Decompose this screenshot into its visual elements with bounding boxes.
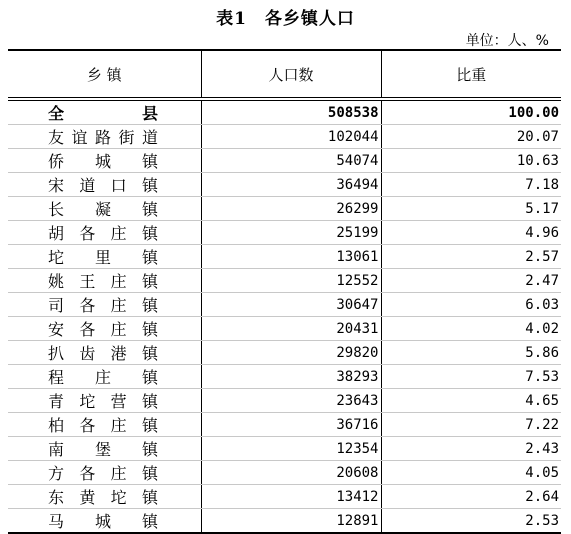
table-row-total xyxy=(8,101,561,125)
township-name-text: 东黄坨镇 xyxy=(48,488,158,507)
township-name-text: 友谊路街道 xyxy=(48,128,158,147)
township-name-text: 柏各庄镇 xyxy=(48,416,158,435)
population-value: 20431 xyxy=(201,317,381,341)
township-name xyxy=(8,365,201,389)
population-value: 30647 xyxy=(201,293,381,317)
share-value: 5.17 xyxy=(381,197,561,221)
table-row xyxy=(8,437,561,461)
header-population: 人口数 xyxy=(201,50,381,98)
township-name-text: 宋道口镇 xyxy=(48,176,158,195)
table-row xyxy=(8,317,561,341)
share-value: 7.53 xyxy=(381,365,561,389)
header-township: 乡 镇 xyxy=(8,50,201,98)
township-name-text: 长凝镇 xyxy=(48,200,158,219)
table-row xyxy=(8,149,561,173)
population-value: 26299 xyxy=(201,197,381,221)
share-value: 7.22 xyxy=(381,413,561,437)
township-name-text: 司各庄镇 xyxy=(48,296,158,315)
township-name xyxy=(8,461,201,485)
table-body xyxy=(8,101,561,534)
township-name xyxy=(8,341,201,365)
share-value: 6.03 xyxy=(381,293,561,317)
population-value: 20608 xyxy=(201,461,381,485)
share-value: 7.18 xyxy=(381,173,561,197)
population-value: 29820 xyxy=(201,341,381,365)
share-value: 2.43 xyxy=(381,437,561,461)
township-name xyxy=(8,509,201,534)
table-row xyxy=(8,125,561,149)
township-name xyxy=(8,101,201,125)
township-name xyxy=(8,221,201,245)
township-name xyxy=(8,269,201,293)
share-value: 4.65 xyxy=(381,389,561,413)
share-value: 10.63 xyxy=(381,149,561,173)
share-value: 4.05 xyxy=(381,461,561,485)
township-name xyxy=(8,485,201,509)
township-name xyxy=(8,173,201,197)
table-row xyxy=(8,461,561,485)
population-value: 38293 xyxy=(201,365,381,389)
population-value: 25199 xyxy=(201,221,381,245)
header-share: 比重 xyxy=(381,50,561,98)
township-name xyxy=(8,125,201,149)
township-name xyxy=(8,197,201,221)
population-value: 12354 xyxy=(201,437,381,461)
table-row xyxy=(8,269,561,293)
unit-label: 单位：人、% xyxy=(465,33,549,49)
township-name-text: 安各庄镇 xyxy=(48,320,158,339)
share-value: 2.47 xyxy=(381,269,561,293)
population-value: 36716 xyxy=(201,413,381,437)
township-name-text: 程庄镇 xyxy=(48,368,158,387)
share-value: 20.07 xyxy=(381,125,561,149)
population-value: 36494 xyxy=(201,173,381,197)
table-row xyxy=(8,485,561,509)
township-name xyxy=(8,149,201,173)
table-row xyxy=(8,341,561,365)
population-value: 23643 xyxy=(201,389,381,413)
township-name-text: 马城镇 xyxy=(48,512,158,531)
township-name xyxy=(8,437,201,461)
population-value: 12552 xyxy=(201,269,381,293)
township-name-text: 扒齿港镇 xyxy=(48,344,158,363)
township-name xyxy=(8,245,201,269)
township-name-text: 胡各庄镇 xyxy=(48,224,158,243)
township-name xyxy=(8,293,201,317)
township-name-text: 方各庄镇 xyxy=(48,464,158,483)
table-row xyxy=(8,173,561,197)
table-row xyxy=(8,197,561,221)
table-row xyxy=(8,413,561,437)
township-name-text: 坨里镇 xyxy=(48,248,158,267)
township-name xyxy=(8,413,201,437)
population-value: 13412 xyxy=(201,485,381,509)
table-title: 表1 各乡镇人口 xyxy=(216,9,355,29)
table-row xyxy=(8,509,561,534)
share-value: 4.02 xyxy=(381,317,561,341)
share-value: 2.64 xyxy=(381,485,561,509)
population-value: 13061 xyxy=(201,245,381,269)
township-name-text: 全县 xyxy=(48,104,158,123)
share-value: 2.53 xyxy=(381,509,561,534)
share-value: 4.96 xyxy=(381,221,561,245)
table-row xyxy=(8,389,561,413)
township-name-text: 侨城镇 xyxy=(48,152,158,171)
share-value: 2.57 xyxy=(381,245,561,269)
table-row xyxy=(8,293,561,317)
township-name-text: 姚王庄镇 xyxy=(48,272,158,291)
share-value: 5.86 xyxy=(381,341,561,365)
population-value: 508538 xyxy=(201,101,381,125)
share-value: 100.00 xyxy=(381,101,561,125)
population-value: 54074 xyxy=(201,149,381,173)
population-value: 12891 xyxy=(201,509,381,534)
population-value: 102044 xyxy=(201,125,381,149)
table-row xyxy=(8,221,561,245)
township-name xyxy=(8,317,201,341)
table-row xyxy=(8,365,561,389)
township-name xyxy=(8,389,201,413)
table-row xyxy=(8,245,561,269)
population-table xyxy=(8,49,561,534)
township-name-text: 青坨营镇 xyxy=(48,392,158,411)
township-name-text: 南堡镇 xyxy=(48,440,158,459)
